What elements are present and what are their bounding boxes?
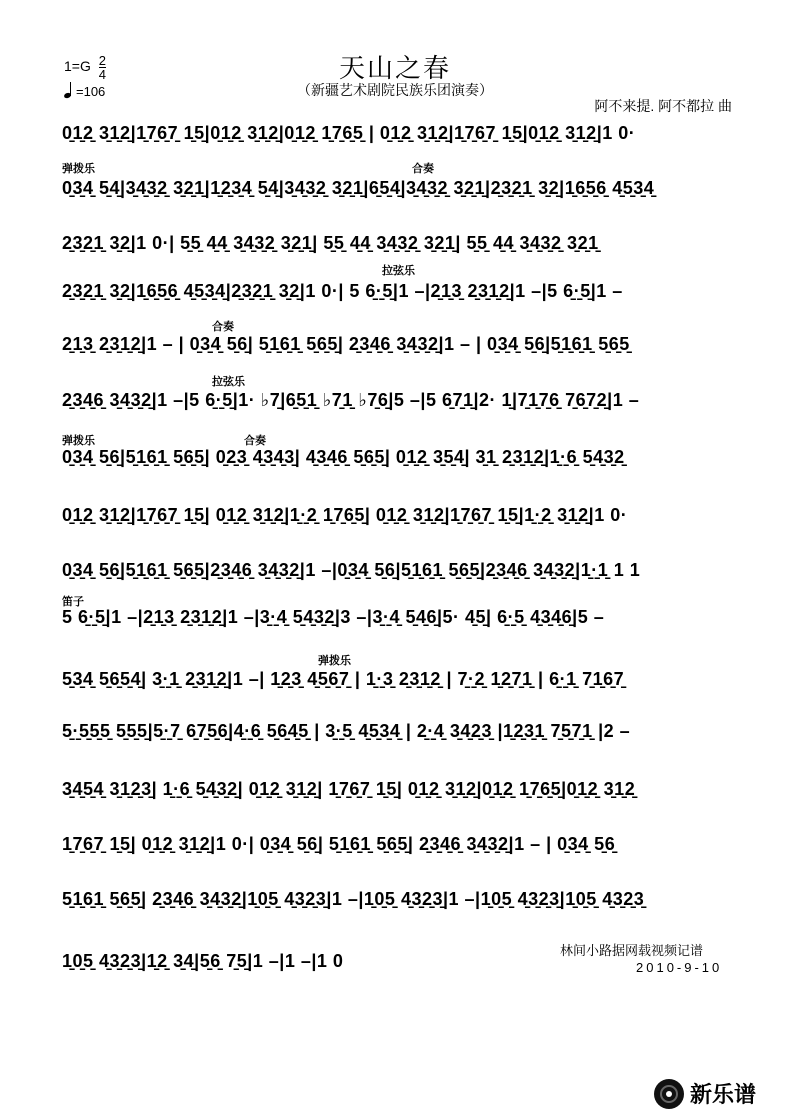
instrument-label: 拉弦乐 <box>212 376 245 388</box>
instrument-label: 合奏 <box>412 163 434 175</box>
tempo-value: =106 <box>76 84 106 99</box>
score-line: 0̱1̱2̱ 3̱1̱2̱|1̱7̱6̱7̱ 1̱5̱|0̱1̱2̱ 3̱1̱2̱|0̱1̱2̱ 1̱7̱6̱5̱ | 0̱1̱2̱ 3̱1̱2̱|1̱7̱6̱7̱ 1̱5̱|0̱1̱2̱ 3̱1̱2̱|1 0· <box>62 122 636 143</box>
instrument-label: 弹拨乐 <box>62 435 95 447</box>
score-line: 5̱·̱5̱5̱5̱ 5̱5̱5̱|5̱·̱7̱ 6̱7̱5̱6̱|4̱·̱6̱ 5̱6̱4̱5̱ | 3̱·̱5̱ 4̱5̱3̱4̱ | 2̱·̱4̱ 3̱4̱2̱3̱ |1̱2̱3̱1̱ 7̱5̱7̱1̱ |2 – <box>62 720 631 741</box>
record-disc-icon <box>654 1079 684 1109</box>
score-subtitle: （新疆艺术剧院民族乐团演奏） <box>297 82 493 98</box>
score-title: 天山之春 <box>338 53 451 83</box>
transcriber-note: 林间小路据网载视频记谱 <box>560 943 704 958</box>
instrument-label: 拉弦乐 <box>382 265 415 277</box>
score-line: 2̱1̱3̱ 2̱3̱1̱2̱|1 – | 0̱3̱4̱ 5̱6̱| 5̱1̱6̱1̱ 5̱6̱5̱| 2̱3̱4̱6̱ 3̱4̱3̱2̱|1 – | 0̱3̱4̱ 5̱6̱|5̱1̱6̱1̱ 5̱6̱5̱ <box>62 333 630 354</box>
score-line: 3̱4̱5̱4̱ 3̱1̱2̱3̱| 1̱·̱6̱ 5̱4̱3̱2̱| 0̱1̱2̱ 3̱1̱2̱| 1̱7̱6̱7̱ 1̱5̱| 0̱1̱2̱ 3̱1̱2̱|0̱1̱2̱ 1̱7̱6̱5̱|0̱1̱2̱ 3̱1̱2̱ <box>62 778 636 799</box>
score-line: 1̱7̱6̱7̱ 1̱5̱| 0̱1̱2̱ 3̱1̱2̱|1 0·| 0̱3̱4̱ 5̱6̱| 5̱1̱6̱1̱ 5̱6̱5̱| 2̱3̱4̱6̱ 3̱4̱3̱2̱|1 – | 0̱3̱4̱ 5̱6̱ <box>62 833 616 854</box>
site-logo <box>654 1078 756 1109</box>
score-line: 1̱0̱5̱ 4̱3̱2̱3̱|1̱2̱ 3̱4̱|5̱6̱ 7̱5̱|1 –|1 –|1 0 <box>62 950 344 971</box>
score-line: 5̱1̱6̱1̱ 5̱6̱5̱| 2̱3̱4̱6̱ 3̱4̱3̱2̱|1̱0̱5̱ 4̱3̱2̱3̱|1 –|1̱0̱5̱ 4̱3̱2̱3̱|1 –|1̱0̱5̱ 4̱3̱2̱3̱|1̱0̱5̱ 4̱3̱2̱3̱ <box>62 888 645 909</box>
score-line: 2̱3̱2̱1̱ 3̱2̱|1 0·| 5̱5̱ 4̱4̱ 3̱4̱3̱2̱ 3̱2̱1̱| 5̱5̱ 4̱4̱ 3̱4̱3̱2̱ 3̱2̱1̱| 5̱5̱ 4̱4̱ 3̱4̱3̱2̱ 3̱2̱1̱ <box>62 232 599 253</box>
instrument-label: 合奏 <box>212 321 234 333</box>
score-line: 2̱3̱2̱1̱ 3̱2̱|1̱6̱5̱6̱ 4̱5̱3̱4̱|2̱3̱2̱1̱ 3̱2̱|1 0·| 5 6̱·̱5̱|1 –|2̱1̱3̱ 2̱3̱1̱2̱|1 –|5 6̱·̱5̱|1 – <box>62 280 623 301</box>
time-top: 2 <box>98 53 106 68</box>
composer: 阿不来提. 阿不都拉 曲 <box>594 98 732 114</box>
instrument-label: 弹拨乐 <box>318 655 351 667</box>
instrument-label: 笛子 <box>62 596 84 608</box>
logo-text: 新乐谱 <box>690 1082 757 1107</box>
score-line: 0̱1̱2̱ 3̱1̱2̱|1̱7̱6̱7̱ 1̱5̱| 0̱1̱2̱ 3̱1̱2̱|1̱·̱2̱ 1̱7̱6̱5̱| 0̱1̱2̱ 3̱1̱2̱|1̱7̱6̱7̱ 1̱5̱|1̱·̱2̱ 3̱1̱2̱|1 0· <box>62 504 628 525</box>
score-line: 0̱3̱4̱ 5̱6̱|5̱1̱6̱1̱ 5̱6̱5̱|2̱3̱4̱6̱ 3̱4̱3̱2̱|1 –|0̱3̱4̱ 5̱6̱|5̱1̱6̱1̱ 5̱6̱5̱|2̱3̱4̱6̱ 3̱4̱3̱2̱|1̱·̱1̱ 1 1 <box>62 559 641 580</box>
instrument-label: 合奏 <box>244 435 266 447</box>
key-text: 1=G <box>64 58 91 75</box>
time-bottom: 4 <box>98 67 106 82</box>
score-line: 2̱3̱4̱6̱ 3̱4̱3̱2̱|1 –|5 6̱·̱5̱|1· ♭7̱|6̱5̱1̱ ♭7̱1̱ ♭7̱6̱|5 –|5 6̱7̱1̱|2· 1̱|7̱1̱7̱6̱ 7̱6̱7̱2̱|1 – <box>62 389 640 410</box>
score-line: 5 6̱·̱5̱|1 –|2̱1̱3̱ 2̱3̱1̱2̱|1 –|3̱·̱4̱ 5̱4̱3̱2̱|3 –|3̱·̱4̱ 5̱4̱6̱|5· 4̱5̱| 6̱·̱5̱ 4̱3̱4̱6̱|5 – <box>62 606 605 627</box>
score-line: 5̱3̱4̱ 5̱6̱5̱4̱| 3̱·̱1̱ 2̱3̱1̱2̱|1 –| 1̱2̱3̱ 4̱5̱6̱7̱ | 1̱·̱3̱ 2̱3̱1̱2̱ | 7̱·̱2̱ 1̱2̱7̱1̱ | 6̱·̱1̱ 7̱1̱6̱7̱ <box>62 668 625 689</box>
instrument-label: 弹拨乐 <box>62 163 95 175</box>
transcription-date: 2010-9-10 <box>636 960 723 975</box>
score-line: 0̱3̱4̱ 5̱4̱|3̱4̱3̱2̱ 3̱2̱1̱|1̱2̱3̱4̱ 5̱4̱|3̱4̱3̱2̱ 3̱2̱1̱|6̱5̱4̱|3̱4̱3̱2̱ 3̱2̱1̱|2̱3̱2̱1̱ 3̱2̱|1̱6̱5̱6̱ 4̱5̱3̱4̱ <box>62 177 655 198</box>
score-line: 0̱3̱4̱ 5̱6̱|5̱1̱6̱1̱ 5̱6̱5̱| 0̱2̱3̱ 4̱3̱4̱3̱| 4̱3̱4̱6̱ 5̱6̱5̱| 0̱1̱2̱ 3̱5̱4̱| 3̱1̱ 2̱3̱1̱2̱|1̱·̱6̱ 5̱4̱3̱2̱ <box>62 446 625 467</box>
